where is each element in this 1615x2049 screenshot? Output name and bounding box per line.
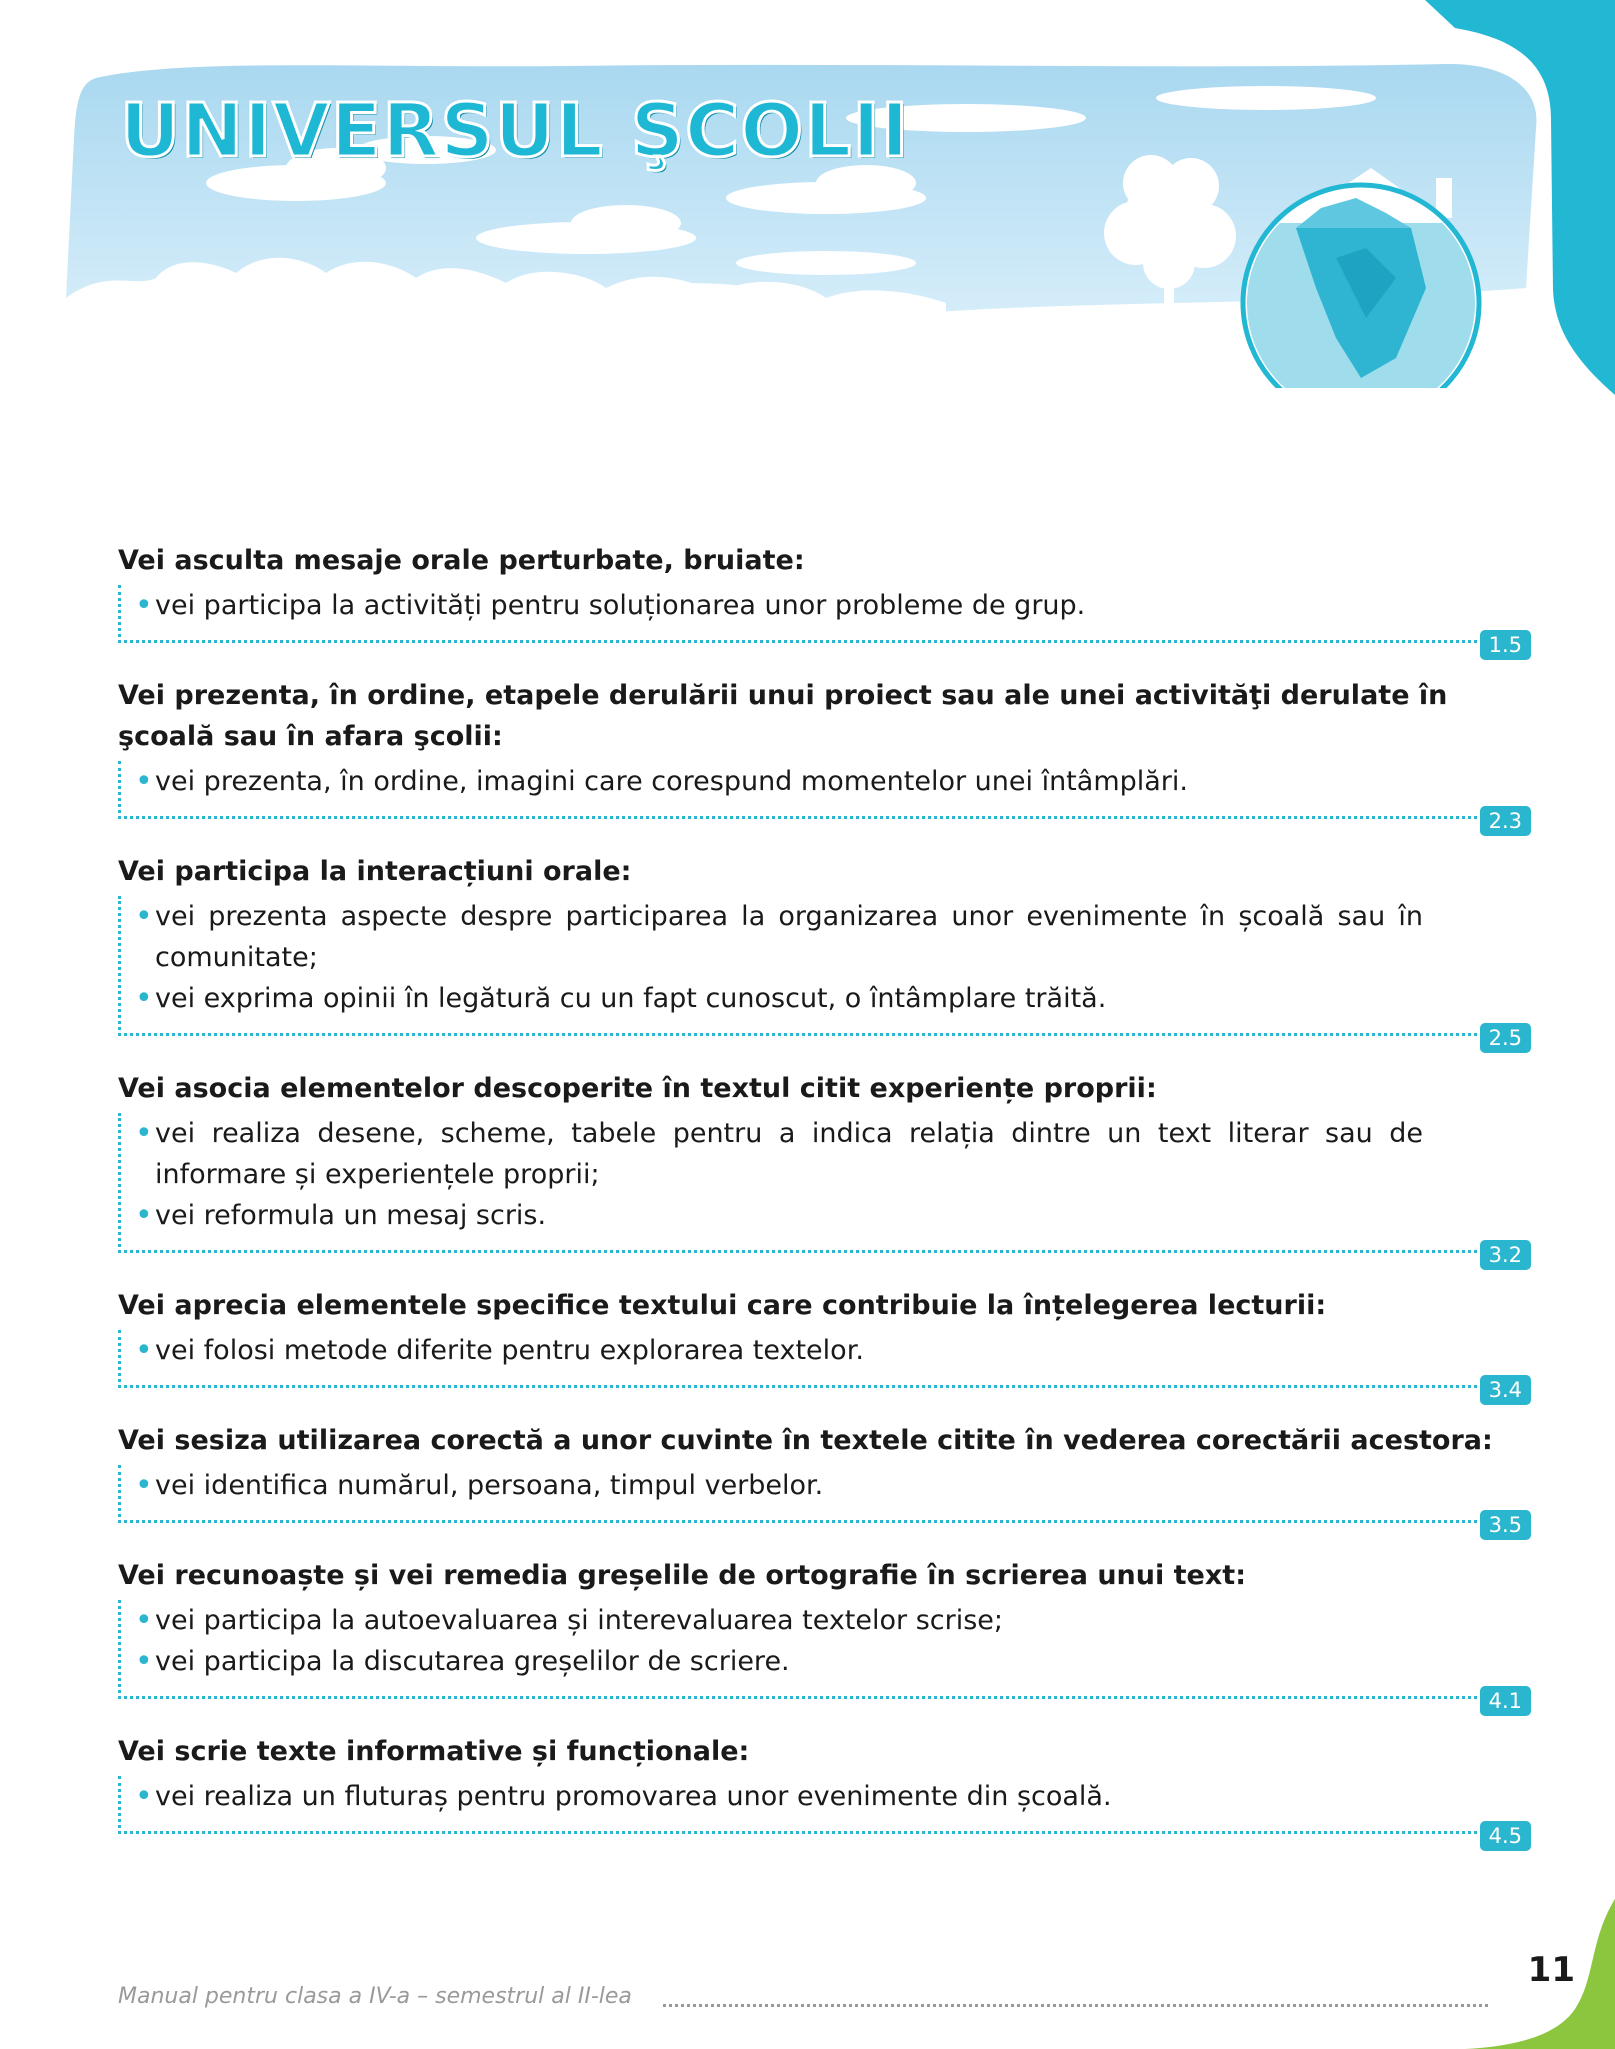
bullet-text: vei realiza un fluturaș pentru promovarea unor evenimente din școală.	[155, 1781, 1112, 1812]
bullet-text: vei prezenta aspecte despre participarea la organizarea unor evenimente în școală sau în comunitate;	[155, 901, 1423, 973]
footer-text: Manual pentru clasa a IV-a – semestrul al II-lea	[118, 1984, 632, 2009]
bullet-dot-icon: •	[135, 588, 153, 623]
objective-body	[118, 1600, 1522, 1713]
bullet-text: vei identifica numărul, persoana, timpul verbelor.	[155, 1470, 824, 1501]
competence-code-badge: 3.4	[1480, 1375, 1531, 1405]
objective-heading: Vei prezenta, în ordine, etapele derulării unui proiect sau ale unei activităţi derulate în şcoală sau în afara şcolii:	[118, 680, 1448, 752]
bullet-text: vei reformula un mesaj scris.	[155, 1200, 547, 1231]
bullet-dot-icon: •	[135, 1116, 153, 1151]
objective-heading: Vei participa la interacțiuni orale:	[118, 856, 632, 887]
bullet-text: vei prezenta, în ordine, imagini care corespund momentelor unei întâmplări.	[155, 766, 1188, 797]
objective-heading: Vei aprecia elementele specifice textului care contribuie la înțelegerea lecturii:	[118, 1290, 1327, 1321]
bullet-dot-icon: •	[135, 899, 153, 934]
objective-item	[118, 851, 1528, 1050]
objective-item	[118, 1555, 1528, 1713]
bullet-dot-icon: •	[135, 1779, 153, 1814]
objective-item	[118, 1285, 1528, 1402]
bullet-item	[133, 761, 1483, 802]
objective-body	[118, 1330, 1522, 1402]
objectives-list	[118, 540, 1528, 1866]
competence-code-badge: 3.2	[1480, 1240, 1531, 1270]
objective-body	[118, 1465, 1522, 1537]
objective-heading: Vei asocia elementelor descoperite în textul citit experiențe proprii:	[118, 1073, 1157, 1104]
bullet-text: vei folosi metode diferite pentru explorarea textelor.	[155, 1335, 864, 1366]
objective-body	[118, 1113, 1522, 1267]
bullet-text: vei participa la discutarea greșelilor de scriere.	[155, 1646, 790, 1677]
bullet-item	[133, 1641, 1483, 1682]
bullet-item	[133, 896, 1483, 978]
objective-body	[118, 585, 1522, 657]
objective-heading: Vei scrie texte informative și funcționale:	[118, 1736, 750, 1767]
bullet-dot-icon: •	[135, 1333, 153, 1368]
objective-body	[118, 896, 1522, 1050]
bullet-dot-icon: •	[135, 1198, 153, 1233]
page-number: 11	[1527, 1950, 1575, 1990]
bullet-item	[133, 1195, 1483, 1236]
footer-divider	[663, 2004, 1488, 2007]
competence-code-badge: 2.3	[1480, 806, 1531, 836]
bullet-item	[133, 978, 1483, 1019]
corner-decoration-bottom	[1445, 1899, 1615, 2049]
bullet-item	[133, 1330, 1483, 1371]
bullet-dot-icon: •	[135, 1603, 153, 1638]
objective-item	[118, 1731, 1528, 1848]
objective-item	[118, 540, 1528, 657]
objective-body	[118, 1776, 1522, 1848]
page-footer	[118, 1982, 1488, 2022]
objective-body	[118, 761, 1522, 833]
objective-item	[118, 675, 1528, 833]
objective-item	[118, 1068, 1528, 1267]
objective-heading: Vei sesiza utilizarea corectă a unor cuvinte în textele citite în vederea corectării acestora:	[118, 1425, 1493, 1456]
bullet-dot-icon: •	[135, 764, 153, 799]
bullet-text: vei realiza desene, scheme, tabele pentru a indica relația dintre un text literar sau de informare și experiențele proprii;	[155, 1118, 1423, 1190]
bullet-dot-icon: •	[135, 981, 153, 1016]
competence-code-badge: 4.1	[1480, 1686, 1531, 1716]
objective-heading: Vei recunoaște și vei remedia greșelile de ortografie în scrierea unui text:	[118, 1560, 1246, 1591]
competence-code-badge: 2.5	[1480, 1023, 1531, 1053]
bullet-item	[133, 1113, 1483, 1195]
bullet-dot-icon: •	[135, 1468, 153, 1503]
competence-code-badge: 3.5	[1480, 1510, 1531, 1540]
bullet-dot-icon: •	[135, 1644, 153, 1679]
bullet-text: vei participa la activități pentru soluționarea unor probleme de grup.	[155, 590, 1086, 621]
objective-item	[118, 1420, 1528, 1537]
competence-code-badge: 1.5	[1480, 630, 1531, 660]
bullet-item	[133, 585, 1483, 626]
competence-code-badge: 4.5	[1480, 1821, 1531, 1851]
bullet-text: vei participa la autoevaluarea și interevaluarea textelor scrise;	[155, 1605, 1003, 1636]
page-title: UNIVERSUL ŞCOLII	[120, 88, 910, 174]
bullet-item	[133, 1465, 1483, 1506]
bullet-text: vei exprima opinii în legătură cu un fapt cunoscut, o întâmplare trăită.	[155, 983, 1107, 1014]
bullet-item	[133, 1600, 1483, 1641]
bullet-item	[133, 1776, 1483, 1817]
objective-heading: Vei asculta mesaje orale perturbate, bruiate:	[118, 545, 805, 576]
